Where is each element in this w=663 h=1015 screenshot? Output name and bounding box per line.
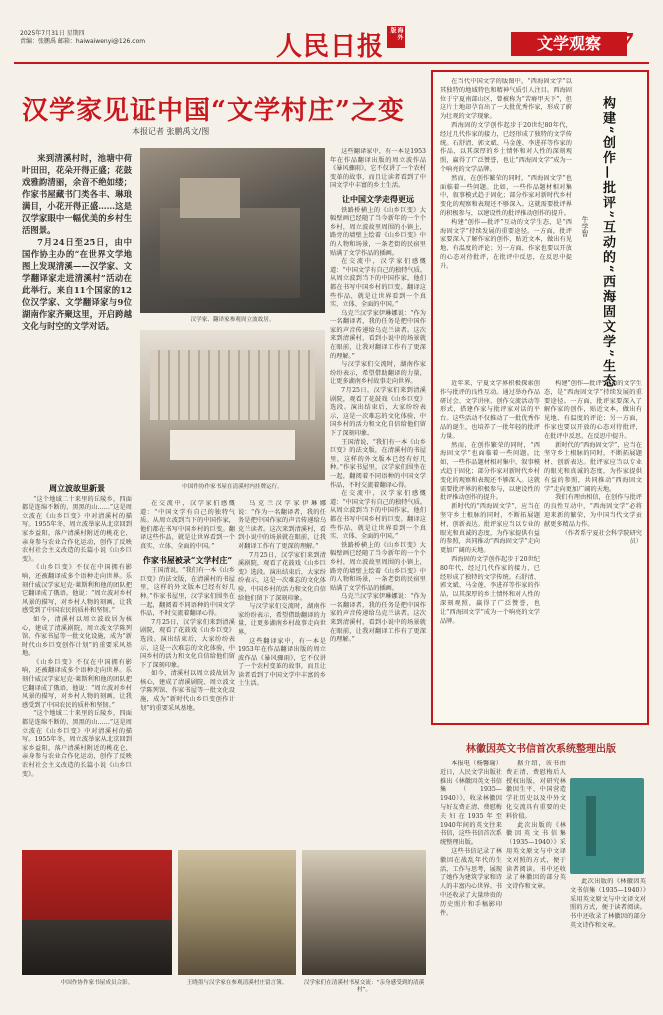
body-paragraph: 乌克兰汉学家伊琳娜说：“作为一名翻译者，我的任务是把中国作家的声音传递给乌克兰读者。这次来到清溪村，看到小说中的场景就在眼前，让我对翻译工作有了更深的理解。” [330,593,426,644]
body-paragraph: 7月25日，汉学家们来到清溪剧院，观看了花鼓戏《山乡巨变》选段。演出结束后，大家纷纷表示，这是一次难忘的文化体验，中国乡村的活力和文化自信给他们留下了深刻印象。 [238,551,326,602]
books-paragraph: 此次出版的《林徽因英文书信集（1935—1940）》采用英文原文与中文译文对照的方式，便于读者阅读。书中还收录了林徽因的部分英文诗作和文章。 [570,878,646,929]
body-paragraph: 如今，清溪村以周立波故居为核心，建成了清溪剧院、周立波文学陈列馆、作家书屋等一批文化设施，成为“新时代山乡巨变创作计划”的重要采风基地。 [22,615,132,658]
photo-caption-5: 汉学家们在清溪村书屋交流：“亲身感受到的清溪村”。 [303,980,425,993]
body-paragraph: 王国清说，“我们有一本《山乡巨变》的法文版，在清溪村的书屋里，这样的外文版本已经有好几种。”作家书屋里，汉学家们围坐在一起，翻阅着不同语种的中国文学作品，不时交流着翻译心得。 [330,438,426,489]
books-text-2 [506,760,566,1000]
books-paragraph: 本报电（杨馨瑜）近日，人民文学出版社推出《林徽因英文书信集（1935—1940）》，收录林徽因与好友费正清、费慰梅夫妇在1935年至1940年间的英文往来书信，这些书信首次系统整理出版。 [440,760,502,847]
photo-bookstore [140,330,325,480]
column-text-3 [544,380,642,720]
books-text-3 [570,878,646,1000]
body-column-1 [22,480,132,850]
column-paragraph: 然而，在创作繁荣的同时，“西海固文学”也面临着一些问题。比如，一些作品题材相对集中，叙事模式趋于固化；部分作家对新时代乡村变化的观察和表现还不够深入。这就需要批评界的积极参与，以建设性的批评推动创作的提升。 [440,441,540,502]
body-paragraph: 这些翻译家中，有一本是1953年在作品翻译出版的周立波作品《暴风骤雨》，它不仅讲了一个农村变革的故事，而且让读者看到了中国文学中丰富的乡土生活。 [238,637,326,688]
column-paragraph: 在当代中国文学的版图中，“西海固文学”以其独特的地域特色和精神气质引人注目。西海固位于宁夏南部山区，曾被称为“苦瘠甲天下”，但这片土地却孕育出了一大批优秀作家，形成了蔚为壮观的文学现象。 [440,78,572,121]
page-number: 07 [600,28,634,57]
subhead-2: 让中国文学走得更远 [342,193,414,204]
body-paragraph: “这个地域二十来里的丘陵乡，四面都是连绵不断的、黑黑的山……”这是周立波在《山乡巨变》中对清溪村的描写。1955年冬，周立波举家从北京回到家乡益阳，落户清溪村附近的桃花仑，亲身参与农业合作化运动，创作了反映农村社会主义改造的长篇小说《山乡巨变》。 [22,495,132,563]
column-title: 构建“创作—批评”互动的“西海固文学”生态 [600,96,615,389]
column-paragraph: 然而，在创作繁荣的同时，“西海固文学”也面临着一些问题。比如，一些作品题材相对集中，叙事模式趋于固化；部分作家对新时代乡村变化的观察和表现还不够深入。这就需要批评界的积极参与，以建设性的批评推动创作的提升。 [440,174,572,217]
books-paragraph: 据介绍，该书由费正清、费慰梅后人授权出版，对研究林徽因生平、中国营造学社历史以及中外文化交流具有重要的史料价值。 [506,760,566,820]
column-paragraph: 西海固的文学创作起步于20世纪80年代，经过几代作家的接力，已经形成了独特的文学传统。石舒清、郭文斌、马金莲、李进祥等作家的作品，以其深厚的乡土情怀和对人性的深刻观照，赢得了广泛赞誉，也让“西海固文学”成为一个响亮的文学品牌。 [440,121,572,173]
body-paragraph: 在交流中，汉学家们感慨道：“中国文学有自己的独特气质。从周立波到当下的中国作家，他们都在书写中国乡村的巨变。翻译这些作品，就是让世界看到一个真实、立体、全面的中国。” [140,500,235,550]
body-paragraph: 7月25日，汉学家们来到清溪剧院，观看了花鼓戏《山乡巨变》选段。演出结束后，大家纷纷表示，这是一次难忘的文化体验，中国乡村的活力和文化自信给他们留下了深刻印象。 [330,387,426,437]
column-paragraph: 构建“创作—批评”互动的文学生态，是“西海固文学”持续发展的重要途径。一方面，批评家要深入了解作家的创作，贴近文本，做出有见地、有温度的评论；另一方面，作家也要以开放的心态对待批评，在批评中反思，在反思中提升。 [544,380,642,440]
body-paragraph: 与汉学家们交流时，湖南作家纷纷表示，希望借助翻译的力量，让更多湖南乡村故事走向世界。 [238,603,326,636]
column-paragraph: 西海固的文学创作起步于20世纪80年代，经过几代作家的接力，已经形成了独特的文学传统。石舒清、郭文斌、马金莲、李进祥等作家的作品，以其深厚的乡土情怀和对人性的深刻观照，赢得了广泛赞誉，也让“西海固文学”成为一个响亮的文学品牌。 [440,555,540,625]
byline: 本报记者 张鹏禹文/图 [132,127,210,136]
body-paragraph: 7月25日，汉学家们来到清溪剧院，观看了花鼓戏《山乡巨变》选段。演出结束后，大家纷纷表示，这是一次难忘的文化体验，中国乡村的活力和文化自信给他们留下了深刻印象。 [140,618,235,669]
lead-paragraph: 来到清溪村时，池塘中荷叶田田，花朵开得正盛；花鼓戏雅韵清丽，余音不绝如缕；作家书屋藏书门类各丰、琳琅满目，小花开得正盛……这是汉学家眼中一幅优美的乡村生活图景。 [22,153,132,235]
column-paragraph: 新时代的“西海固文学”，应当在坚守乡土根脉的同时，不断拓展题材、创新表达。批评家应当以专业的眼光和真诚的态度，为作家提供有益的参照，共同推动“西海固文学”走向更加广阔的天地。 [440,503,540,555]
body-paragraph: 乌克兰汉学家伊琳娜说：“作为一名翻译者，我的任务是把中国作家的声音传递给乌克兰读者。这次来到清溪村，看到小说中的场景就在眼前，让我对翻译工作有了更深的理解。” [238,500,326,550]
photo-caption-2: 中国作协作家书屋在清溪村内挂牌运行。 [182,484,283,490]
photo-guestbook [178,850,296,975]
section-text: 文学观察 [536,34,601,53]
column-paragraph: 近年来，宁夏文学界积极探索创作与批评的良性互动。通过举办作品研讨会、文学讲座、创作交流活动等形式，搭建作家与批评家对话的平台。这些活动不仅推动了一批优秀作品的诞生，也培养了一批年轻的批评力量。 [440,380,540,440]
body-column-2b [238,500,326,840]
body-paragraph: “这个地域二十来里的丘陵乡，四面都是连绵不断的、黑黑的山……”这是周立波在《山乡巨变》中对清溪村的描写。1955年冬，周立波举家从北京回到家乡益阳，落户清溪村附近的桃花仑，亲身参与农业合作化运动，创作了反映农村社会主义改造的长篇小说《山乡巨变》。 [22,710,132,778]
photo-visit [140,148,325,313]
body-paragraph: 如今，清溪村以周立波故居为核心，建成了清溪剧院、周立波文学陈列馆、作家书屋等一批文化设施，成为“新时代山乡巨变创作计划”的重要采风基地。 [140,670,235,712]
column-text-1 [440,78,572,378]
body-column-3 [330,148,426,838]
column-paragraph: 新时代的“西海固文学”，应当在坚守乡土根脉的同时，不断拓展题材、创新表达。批评家应当以专业的眼光和真诚的态度，为作家提供有益的参照，共同推动“西海固文学”走向更加广阔的天地。 [544,441,642,493]
book-cover-image [570,778,644,874]
body-paragraph: 在交流中，汉学家们感慨道：“中国文学有自己的独特气质。从周立波到当下的中国作家，他们都在书写中国乡村的巨变。翻译这些作品，就是让世界看到一个真实、立体、全面的中国。” [330,490,426,541]
column-paragraph: 我们有理由相信，在创作与批评的良性互动中，“西海固文学”必将迎来新的繁荣，为中国当代文学贡献更多精品力作。 [544,494,642,528]
body-paragraph: 铁路桥横上的《山乡巨变》大幅壁画已经随了当今新年的一个个乡村，周立波故里周围的小镇上，路旁的墙壁上绘着《山乡巨变》中的人物和场景，一条老街的民宿里贴满了文学作品的插画。 [330,541,426,592]
body-paragraph: 《山乡巨变》不仅在中国拥有影响，还被翻译成多个语种走向世界。乐刻什威汉学家尼克·莱斯利和他的团队把它翻译成了俄语，他说：“周立波对乡村风景的描写，对乡村人物的刻画，让我感受到了中国农民的质朴和坚韧。” [22,564,132,615]
body-paragraph: 王国清说，“我们有一本《山乡巨变》的法文版，在清溪村的书屋里，这样的外文版本已经有好几种。”作家书屋里，汉学家们围坐在一起，翻阅着不同语种的中国文学作品，不时交流着翻译心得。 [140,567,235,618]
photo-group [22,850,172,975]
body-paragraph: 乌克兰汉学家伊琳娜说：“作为一名翻译者，我的任务是把中国作家的声音传递给乌克兰读者。这次来到清溪村，看到小说中的场景就在眼前，让我对翻译工作有了更深的理解。” [330,309,426,360]
books-paragraph: 这些书信记录了林徽因在战乱年代的生活、工作与思考，展现了她作为建筑学家和诗人的丰富内心世界。书中还收录了大量珍贵的历史照片和手稿影印件。 [440,847,502,917]
date-text: 2025年7月31日 星期四 [20,30,85,37]
body-paragraph: 这些翻译家中，有一本是1953年在作品翻译出版的周立波作品《暴风骤雨》，它不仅讲了一个农村变革的故事，而且让读者看到了中国文学中丰富的乡土生活。 [330,148,426,190]
books-headline: 林徽因英文书信首次系统整理出版 [466,744,616,755]
books-text-1 [440,760,502,1000]
brand-logo [276,26,405,63]
brand-text: 人民日报 [276,32,385,62]
masthead [14,26,649,64]
column-paragraph: 构建“创作—批评”互动的文学生态，是“西海固文学”持续发展的重要途径。一方面，批评家要深入了解作家的创作，贴近文本，做出有见地、有温度的评论；另一方面，作家也要以开放的心态对待批评，在批评中反思，在反思中提升。 [440,218,572,270]
body-column-2a [140,500,235,840]
body-paragraph: 与汉学家们交流时，湖南作家纷纷表示，希望借助翻译的力量，让更多湖南乡村故事走向世界。 [330,361,426,386]
photo-caption-4: 王晓墨与汉学家在参观清溪村庄留言簿。 [186,980,288,986]
column-note: （作者系宁夏社会科学院研究员） [561,529,642,546]
books-paragraph: 此次出版的《林徽因英文书信集（1935—1940）》采用英文原文与中文译文对照的方式，便于读者阅读。书中还收录了林徽因的部分英文诗作和文章。 [506,821,566,891]
body-paragraph: 铁路桥横上的《山乡巨变》大幅壁画已经随了当今新年的一个个乡村，周立波故里周围的小镇上，路旁的墙壁上绘着《山乡巨变》中的人物和场景，一条老街的民宿里贴满了文学作品的插画。 [330,206,426,257]
editor-text: 责编：张鹏禹 邮箱：haiwaiwenyi@126.com [20,38,146,45]
lead-paragraph-2: 7月24日至25日，由中国作协主办的“在世界文学地图上发现清溪——汉学家、文学翻译家走进清溪村”活动在此举行。来自11个国家的12位汉学家、文学翻译家与9位湖南作家齐聚这里，开启跨越文化与时空的文学对话。 [22,237,132,331]
headline: 汉学家见证中国“文学村庄”之变 [22,96,405,126]
column-text-2 [440,380,540,720]
body-paragraph: 在交流中，汉学家们感慨道：“中国文学有自己的独特气质。从周立波到当下的中国作家，他们都在书写中国乡村的巨变。翻译这些作品，就是让世界看到一个真实、立体、全面的中国。” [330,258,426,309]
photo-caption-1: 汉学家、翻译家参观周立波故居。 [190,317,275,323]
photo-exchange [302,850,426,975]
subhead-3: 作家书屋被录“文学村庄” [142,554,233,565]
column-author: 牛学智 [581,216,589,237]
subhead-1: 周立波故里新景 [49,483,105,493]
lead-column [22,152,132,474]
photo-caption-3: 中国作协作家书屋成员合影。 [60,980,134,986]
brand-sub: 海外版 [387,26,405,48]
body-paragraph: 《山乡巨变》不仅在中国拥有影响，还被翻译成多个语种走向世界。乐刻什威汉学家尼克·莱斯利和他的团队把它翻译成了俄语，他说：“周立波对乡村风景的描写，对乡村人物的刻画，让我感受到了中国农民的质朴和坚韧。” [22,658,132,709]
masthead-date [20,30,145,46]
